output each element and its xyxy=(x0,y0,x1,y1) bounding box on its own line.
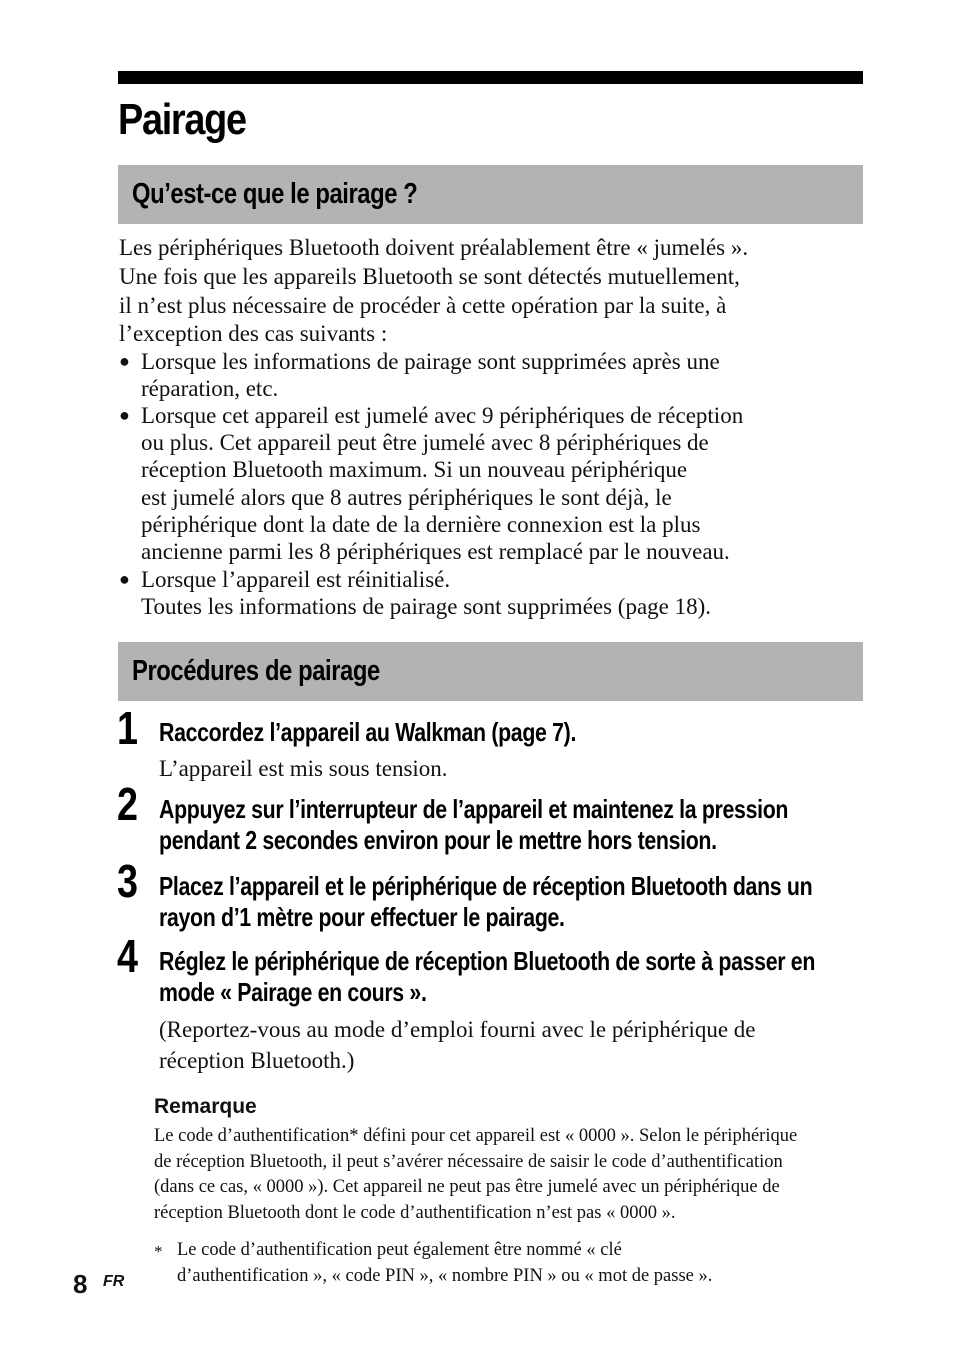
bullet-line: est jumelé alors que 8 autres périphériques le sont déjà, le xyxy=(141,484,672,510)
bullet-line: réparation, etc. xyxy=(141,376,279,402)
step-body-line: L’appareil est mis sous tension. xyxy=(159,756,448,781)
remark-heading: Remarque xyxy=(154,1095,257,1118)
remark-line: de réception Bluetooth, il peut s’avérer nécessaire de saisir le code d’authentification xyxy=(154,1151,783,1172)
intro-line: il n’est plus nécessaire de procéder à cette opération par la suite, à xyxy=(119,293,727,318)
footnote-marker: * xyxy=(154,1242,163,1261)
bullet-text xyxy=(141,348,720,402)
page-title: Pairage xyxy=(118,95,246,144)
step-body xyxy=(159,1014,756,1076)
step-title-line: mode « Pairage en cours ». xyxy=(159,977,427,1007)
step-title-line: Réglez le périphérique de réception Bluetooth de sorte à passer en xyxy=(159,946,816,976)
bullet-line: périphérique dont la date de la dernière connexion est la plus xyxy=(141,511,701,537)
step-title xyxy=(159,946,815,1008)
bullet-text xyxy=(141,566,711,620)
bullet-line: réception Bluetooth maximum. Si un nouveau périphérique xyxy=(141,457,688,483)
footnote-line: d’authentification », « code PIN », « nombre PIN » ou « mot de passe ». xyxy=(177,1265,713,1286)
bullet-line: ou plus. Cet appareil peut être jumelé avec 8 périphériques de xyxy=(141,430,709,456)
step-title-line: rayon d’1 mètre pour effectuer le pairage. xyxy=(159,902,565,932)
language-code: FR xyxy=(103,1273,125,1290)
bullet-icon: ● xyxy=(119,569,130,589)
intro-line: Une fois que les appareils Bluetooth se sont détectés mutuellement, xyxy=(119,264,740,289)
step-number: 1 xyxy=(117,702,138,754)
bullet-icon: ● xyxy=(119,405,130,425)
bullet-line: Lorsque les informations de pairage sont supprimées après une xyxy=(141,349,720,374)
step-title-line: Appuyez sur l’interrupteur de l’appareil et maintenez la pression xyxy=(159,794,789,824)
section-header-pairing-procedures xyxy=(118,642,863,701)
step-body xyxy=(159,753,448,784)
intro-line: Les périphériques Bluetooth doivent préalablement être « jumelés ». xyxy=(119,235,749,260)
top-rule xyxy=(118,71,863,84)
bullet-line: ancienne parmi les 8 périphériques est remplacé par le nouveau. xyxy=(141,538,730,564)
step-title xyxy=(159,717,576,748)
step-title xyxy=(159,871,812,933)
step-title-line: Raccordez l’appareil au Walkman (page 7). xyxy=(159,717,577,747)
step-title xyxy=(159,794,788,856)
step-body-line: réception Bluetooth.) xyxy=(159,1048,355,1073)
page-number: 8 xyxy=(73,1269,88,1299)
intro-line: l’exception des cas suivants : xyxy=(119,321,388,346)
step-number: 2 xyxy=(117,778,138,830)
remark-text xyxy=(154,1124,797,1226)
step-number: 4 xyxy=(117,930,138,982)
step-title-line: pendant 2 secondes environ pour le mettre hors tension. xyxy=(159,825,717,855)
step-title-line: Placez l’appareil et le périphérique de réception Bluetooth dans un xyxy=(159,871,813,901)
bullet-line: Toutes les informations de pairage sont supprimées (page 18). xyxy=(141,594,712,620)
remark-line: Le code d’authentification* défini pour cet appareil est « 0000 ». Selon le périphérique xyxy=(154,1126,798,1146)
remark-line: réception Bluetooth dont le code d’authentification n’est pas « 0000 ». xyxy=(154,1202,676,1223)
footnote-line: Le code d’authentification peut également être nommé « clé xyxy=(177,1240,622,1260)
bullet-icon: ● xyxy=(119,351,130,371)
section-heading: Qu’est-ce que le pairage ? xyxy=(132,178,418,210)
bullet-line: Lorsque l’appareil est réinitialisé. xyxy=(141,567,451,592)
bullet-text xyxy=(141,402,743,565)
step-body-line: (Reportez-vous au mode d’emploi fourni avec le périphérique de xyxy=(159,1017,756,1042)
step-number: 3 xyxy=(117,855,138,907)
bullet-line: Lorsque cet appareil est jumelé avec 9 périphériques de réception xyxy=(141,403,744,428)
section-heading: Procédures de pairage xyxy=(132,655,380,687)
remark-line: (dans ce cas, « 0000 »). Cet appareil ne peut pas être jumelé avec un périphérique de xyxy=(154,1177,780,1198)
footnote-text xyxy=(177,1238,712,1289)
section-header-what-is-pairing xyxy=(118,165,863,224)
